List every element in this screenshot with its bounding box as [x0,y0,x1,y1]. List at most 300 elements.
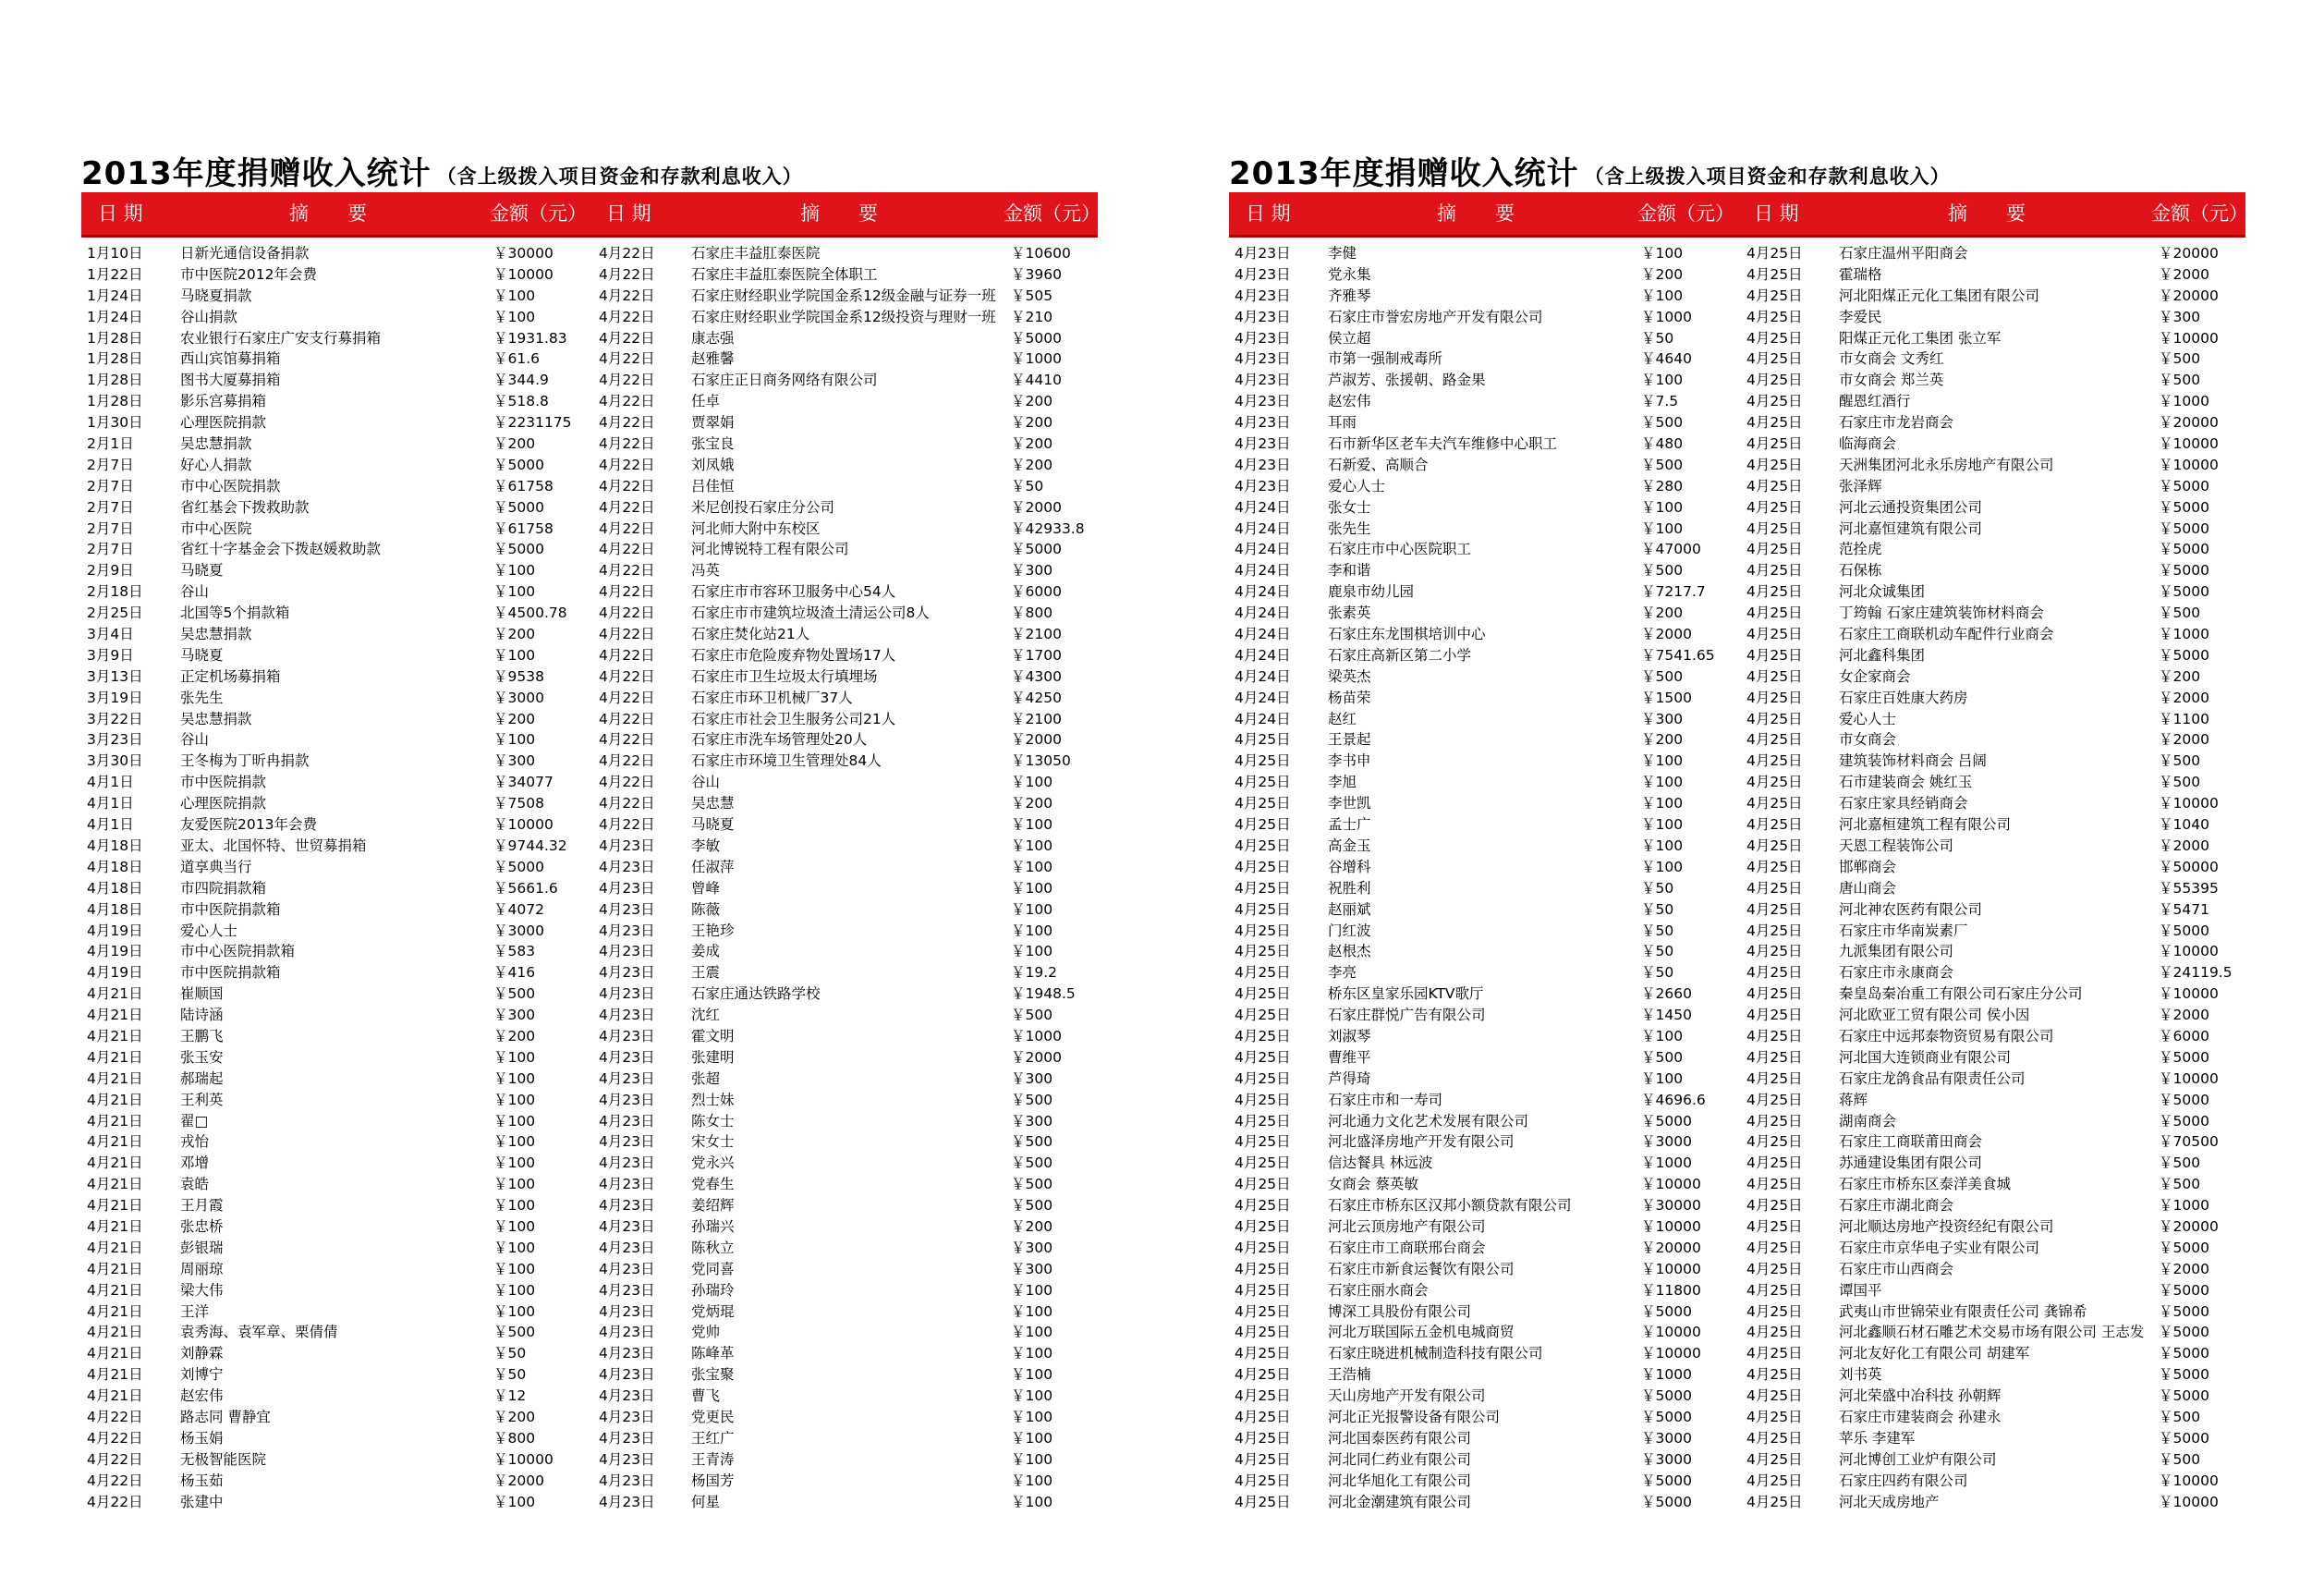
table-row [1229,1492,2245,1513]
date-cell: 4月18日 [87,837,143,854]
date-cell: 4月23日 [599,900,655,918]
summary-cell: 马晓夏捐款 [180,287,252,304]
date-cell: 4月25日 [1746,1091,1803,1108]
summary-cell: 河北阳煤正元化工集团有限公司 [1839,287,2040,304]
summary-cell: 张宝聚 [691,1366,735,1384]
amount-cell: ￥200 [1011,456,1053,473]
amount-cell: ￥100 [1011,1429,1053,1447]
table-row [81,1238,1098,1259]
date-cell: 4月22日 [87,1493,143,1510]
summary-cell: 赵红 [1328,710,1357,727]
table-row [81,836,1098,857]
date-cell: 4月22日 [599,329,655,347]
table-row [1229,348,2245,370]
date-cell: 2月1日 [87,435,134,453]
amount-cell: ￥4300 [1011,667,1062,685]
header-date: 日 期 [1246,202,1291,225]
summary-cell: 高金玉 [1328,837,1371,854]
amount-cell: ￥100 [493,731,536,749]
date-cell: 4月21日 [87,1302,143,1320]
summary-cell: 烈士妹 [691,1091,735,1108]
amount-cell: ￥4696.6 [1641,1091,1706,1108]
amount-cell: ￥2000 [1011,731,1062,749]
amount-cell: ￥300 [1011,1069,1053,1087]
date-cell: 4月22日 [599,562,655,580]
date-cell: 4月21日 [87,1217,143,1235]
amount-cell: ￥100 [1641,774,1684,791]
summary-cell: 党春生 [691,1176,735,1193]
date-cell: 4月23日 [599,1324,655,1341]
summary-cell: 王景起 [1328,731,1371,749]
amount-cell: ￥344.9 [493,372,549,389]
table-row [1229,519,2245,540]
summary-cell: 河北博锐特工程有限公司 [691,541,849,558]
summary-cell: 马晓夏 [180,646,224,664]
summary-cell: 杨玉娟 [180,1429,224,1447]
table-row [81,814,1098,836]
date-cell: 4月23日 [599,858,655,875]
table-row [81,455,1098,476]
table-row [1229,1069,2245,1090]
summary-cell: 河北正光报警设备有限公司 [1328,1408,1501,1425]
amount-cell: ￥2000 [2159,1260,2209,1277]
summary-cell: 吕佳恒 [691,477,735,495]
amount-cell: ￥50 [493,1366,527,1384]
date-cell: 4月23日 [599,1366,655,1384]
table-row [1229,1026,2245,1047]
table-row [1229,899,2245,921]
date-cell: 4月25日 [1746,1472,1803,1489]
summary-cell: 石家庄市桥东区汉邦小额贷款有限公司 [1328,1197,1572,1215]
amount-cell: ￥5000 [2159,1112,2209,1130]
table-row [1229,857,2245,878]
amount-cell: ￥500 [493,1324,536,1341]
amount-cell: ￥200 [493,1408,536,1425]
date-cell: 4月25日 [1235,795,1291,812]
date-cell: 4月22日 [599,795,655,812]
amount-cell: ￥24119.5 [2159,964,2233,982]
amount-cell: ￥100 [1011,922,1053,939]
summary-cell: 爱心人士 [180,922,238,939]
amount-cell: ￥2660 [1641,985,1692,1003]
date-cell: 1月30日 [87,414,143,432]
date-cell: 4月1日 [87,816,134,834]
table-row [1229,1153,2245,1174]
table-row [1229,560,2245,581]
amount-cell: ￥5000 [2159,1387,2209,1405]
table-row [1229,1343,2245,1364]
date-cell: 4月25日 [1235,1281,1291,1299]
amount-cell: ￥3000 [1641,1429,1692,1447]
date-cell: 4月22日 [87,1472,143,1489]
amount-cell: ￥5000 [2159,498,2209,516]
header-date: 日 期 [1754,202,1799,225]
amount-cell: ￥500 [2159,605,2201,622]
date-cell: 3月13日 [87,667,143,685]
date-cell: 4月25日 [1746,731,1803,749]
amount-cell: ￥505 [1011,287,1053,304]
amount-cell: ￥300 [1011,562,1053,580]
amount-cell: ￥10000 [493,265,554,283]
summary-cell: 市四院捐款箱 [180,879,267,897]
date-cell: 4月25日 [1746,435,1803,453]
summary-cell: 河北鑫顺石材石雕艺术交易市场有限公司 王志发 [1839,1324,2145,1341]
date-cell: 4月25日 [1746,816,1803,834]
summary-cell: 祝胜利 [1328,879,1371,897]
date-cell: 4月22日 [599,731,655,749]
summary-cell: 石家庄市华南炭素厂 [1839,922,1968,939]
summary-cell: 建筑装饰材料商会 吕阔 [1839,752,1987,770]
amount-cell: ￥100 [1641,245,1684,262]
amount-cell: ￥200 [1011,435,1053,453]
summary-cell: 九派集团有限公司 [1839,943,1954,960]
date-cell: 4月22日 [599,541,655,558]
table-row [81,1364,1098,1386]
summary-cell: 石家庄市永康商会 [1839,964,1954,982]
amount-cell: ￥300 [1011,1239,1053,1256]
amount-cell: ￥5000 [1641,1472,1692,1489]
summary-cell: 河北嘉桓建筑工程有限公司 [1839,816,2012,834]
amount-cell: ￥100 [1641,816,1684,834]
amount-cell: ￥4500.78 [493,605,567,622]
amount-cell: ￥200 [1641,731,1684,749]
amount-cell: ￥200 [1011,393,1053,410]
amount-cell: ￥100 [1011,1302,1053,1320]
summary-cell: 张泽辉 [1839,477,1882,495]
summary-cell: 丁筠翰 石家庄建筑装饰材料商会 [1839,605,2044,622]
date-cell: 4月25日 [1235,1324,1291,1341]
amount-cell: ￥5000 [2159,646,2209,664]
table-row [81,243,1098,264]
amount-cell: ￥1931.83 [493,329,567,347]
table-row [1229,1005,2245,1026]
summary-cell: 李爱民 [1839,308,1882,325]
table-row [81,666,1098,688]
summary-cell: 宋女士 [691,1133,735,1151]
summary-cell: 正定机场募捐箱 [180,667,281,685]
amount-cell: ￥100 [1641,287,1684,304]
amount-cell: ￥100 [493,1281,536,1299]
summary-cell: 刘书英 [1839,1366,1882,1384]
amount-cell: ￥50 [1641,964,1674,982]
date-cell: 4月25日 [1746,1069,1803,1087]
summary-cell: 石保栋 [1839,562,1882,580]
table-row [81,307,1098,328]
table-row [81,1301,1098,1323]
date-cell: 2月7日 [87,477,134,495]
amount-cell: ￥500 [2159,1154,2201,1172]
summary-cell: 河北金潮建筑有限公司 [1328,1493,1472,1510]
summary-cell: 临海商会 [1839,435,1897,453]
date-cell: 4月22日 [599,774,655,791]
summary-cell: 袁皓 [180,1176,210,1193]
amount-cell: ￥416 [493,964,536,982]
amount-cell: ￥100 [1011,879,1053,897]
amount-cell: ￥5471 [2159,900,2209,918]
amount-cell: ￥500 [1641,1048,1684,1066]
date-cell: 4月25日 [1746,1493,1803,1510]
summary-cell: 河北天成房地产 [1839,1493,1940,1510]
summary-cell: 侯立超 [1328,329,1371,347]
amount-cell: ￥100 [1641,1069,1684,1087]
header-date: 日 期 [98,202,143,225]
summary-cell: 唐山商会 [1839,879,1897,897]
amount-cell: ￥4250 [1011,689,1062,706]
summary-cell: 河北通力文化艺术发展有限公司 [1328,1112,1529,1130]
date-cell: 4月25日 [1746,519,1803,537]
date-cell: 4月22日 [599,350,655,368]
summary-cell: 河北鑫科集团 [1839,646,1926,664]
date-cell: 4月25日 [1746,583,1803,601]
summary-cell: 陈峰革 [691,1345,735,1362]
date-cell: 4月23日 [1235,372,1291,389]
summary-cell: 梁大伟 [180,1281,224,1299]
amount-cell: ￥800 [493,1429,536,1447]
amount-cell: ￥50 [1641,879,1674,897]
amount-cell: ￥100 [1641,752,1684,770]
date-cell: 2月7日 [87,519,134,537]
table-row [81,497,1098,519]
amount-cell: ￥100 [493,1197,536,1215]
summary-cell: 贾翠娟 [691,414,735,432]
date-cell: 4月21日 [87,1260,143,1277]
amount-cell: ￥100 [1011,1493,1053,1510]
table-row [1229,709,2245,730]
amount-cell: ￥10000 [2159,329,2219,347]
date-cell: 4月24日 [1235,626,1291,643]
date-cell: 4月25日 [1235,1176,1291,1193]
amount-cell: ￥5000 [493,858,544,875]
summary-cell: 石市新华区老车夫汽车维修中心职工 [1328,435,1558,453]
summary-cell: 孙瑞兴 [691,1217,735,1235]
date-cell: 4月25日 [1746,752,1803,770]
date-cell: 4月21日 [87,1048,143,1066]
amount-cell: ￥500 [2159,1176,2201,1193]
table-row [1229,983,2245,1005]
date-cell: 4月25日 [1746,1429,1803,1447]
summary-cell: 戎怡 [180,1133,210,1151]
amount-cell: ￥7217.7 [1641,583,1706,601]
amount-cell: ￥10000 [2159,795,2219,812]
summary-cell: 曾峰 [691,879,721,897]
date-cell: 4月25日 [1235,943,1291,960]
summary-cell: 石家庄市湖北商会 [1839,1197,1954,1215]
summary-cell: 李健 [1328,245,1357,262]
date-cell: 4月23日 [1235,435,1291,453]
table-row [81,1343,1098,1364]
table-row [81,1026,1098,1047]
date-cell: 4月21日 [87,1154,143,1172]
amount-cell: ￥100 [493,1112,536,1130]
table-row [1229,1449,2245,1471]
summary-cell: 石家庄工商联莆田商会 [1839,1133,1983,1151]
date-cell: 4月25日 [1235,1154,1291,1172]
date-cell: 4月21日 [87,1366,143,1384]
amount-cell: ￥100 [493,1048,536,1066]
date-cell: 4月24日 [1235,562,1291,580]
table-row [1229,814,2245,836]
summary-cell: 石家庄中远邦泰物资贸易有限公司 [1839,1027,2054,1044]
summary-cell: 石家庄四药有限公司 [1839,1472,1968,1489]
date-cell: 4月23日 [599,1302,655,1320]
amount-cell: ￥5000 [2159,1429,2209,1447]
summary-cell: 石家庄市京华电子实业有限公司 [1839,1239,2040,1256]
table-row [81,1449,1098,1471]
table-row [81,328,1098,349]
amount-cell: ￥200 [2159,667,2201,685]
amount-cell: ￥100 [1011,1345,1053,1362]
amount-cell: ￥50 [493,1345,527,1362]
summary-cell: 湖南商会 [1839,1112,1897,1130]
date-cell: 4月21日 [87,1345,143,1362]
date-cell: 4月19日 [87,922,143,939]
table-row [81,348,1098,370]
amount-cell: ￥30000 [1641,1197,1701,1215]
summary-cell: 任卓 [691,393,721,410]
date-cell: 2月7日 [87,456,134,473]
amount-cell: ￥4640 [1641,350,1692,368]
amount-cell: ￥800 [1011,605,1053,622]
amount-cell: ￥100 [1641,1027,1684,1044]
summary-cell: 姜成 [691,943,721,960]
amount-cell: ￥300 [493,752,536,770]
date-cell: 4月25日 [1235,964,1291,982]
date-cell: 4月25日 [1746,456,1803,473]
summary-cell: 张建中 [180,1493,224,1510]
date-cell: 4月25日 [1746,964,1803,982]
table-row [1229,1407,2245,1428]
table-row [81,412,1098,434]
summary-cell: 河北盛泽房地产开发有限公司 [1328,1133,1515,1151]
amount-cell: ￥100 [493,1260,536,1277]
summary-cell: 市中医院捐款 [180,774,267,791]
date-cell: 4月25日 [1235,922,1291,939]
date-cell: 4月25日 [1746,393,1803,410]
amount-cell: ￥10000 [493,1450,554,1468]
summary-cell: 石家庄通达铁路学校 [691,985,821,1003]
amount-cell: ￥500 [2159,372,2201,389]
amount-cell: ￥200 [1641,265,1684,283]
summary-cell: 陈薇 [691,900,721,918]
date-cell: 4月25日 [1235,1197,1291,1215]
date-cell: 4月25日 [1235,816,1291,834]
table-header [81,192,1101,238]
table-row [81,1322,1098,1343]
date-cell: 4月22日 [599,477,655,495]
summary-cell: 河北国大连锁商业有限公司 [1839,1048,2012,1066]
table-row [1229,793,2245,814]
date-cell: 4月18日 [87,879,143,897]
table-row [1229,1174,2245,1195]
summary-cell: 党同喜 [691,1260,735,1277]
date-cell: 4月24日 [1235,646,1291,664]
summary-cell: 天山房地产开发有限公司 [1328,1387,1486,1405]
date-cell: 3月23日 [87,731,143,749]
date-cell: 4月23日 [599,1450,655,1468]
amount-cell: ￥5000 [1011,329,1062,347]
date-cell: 4月23日 [1235,393,1291,410]
summary-cell: 市女商会 文秀红 [1839,350,1944,368]
amount-cell: ￥518.8 [493,393,549,410]
summary-cell: 石家庄高新区第二小学 [1328,646,1472,664]
summary-cell: 赵根杰 [1328,943,1371,960]
summary-cell: 友爱医院2013年会费 [180,816,317,834]
amount-cell: ￥5000 [493,541,544,558]
date-cell: 4月25日 [1746,667,1803,685]
date-cell: 4月23日 [1235,245,1291,262]
summary-cell: 石家庄丰益肛泰医院 [691,245,821,262]
date-cell: 4月25日 [1235,731,1291,749]
table-row [81,1428,1098,1449]
amount-cell: ￥2000 [2159,265,2209,283]
date-cell: 4月21日 [87,1197,143,1215]
summary-cell: 天恩工程装饰公司 [1839,837,1954,854]
amount-cell: ￥1000 [1641,1154,1692,1172]
summary-cell: 省红基会下拨救助款 [180,498,310,516]
amount-cell: ￥10000 [2159,435,2219,453]
amount-cell: ￥5000 [2159,583,2209,601]
date-cell: 4月25日 [1746,985,1803,1003]
amount-cell: ￥5000 [1011,541,1062,558]
amount-cell: ￥10600 [1011,245,1071,262]
amount-cell: ￥100 [1011,1324,1053,1341]
amount-cell: ￥1000 [2159,393,2209,410]
date-cell: 1月10日 [87,245,143,262]
amount-cell: ￥3960 [1011,265,1062,283]
date-cell: 4月25日 [1235,1048,1291,1066]
summary-cell: 石家庄正日商务网络有限公司 [691,372,878,389]
summary-cell: 石家庄市桥东区泰洋美食城 [1839,1176,2012,1193]
date-cell: 4月22日 [599,308,655,325]
date-cell: 4月1日 [87,774,134,791]
date-cell: 4月23日 [599,1133,655,1151]
date-cell: 4月23日 [599,922,655,939]
table-header [1229,192,2248,238]
table-row [1229,1471,2245,1492]
amount-cell: ￥583 [493,943,536,960]
amount-cell: ￥13050 [1011,752,1071,770]
summary-cell: 陆诗涵 [180,1007,224,1024]
amount-cell: ￥10000 [1641,1217,1701,1235]
summary-cell: 曹飞 [691,1387,721,1405]
header-date: 日 期 [606,202,651,225]
page-subtitle: （含上级拨入项目资金和存款利息收入） [1584,165,1951,188]
summary-cell: 河北神农医药有限公司 [1839,900,1983,918]
summary-cell: 赵宏伟 [180,1387,224,1405]
summary-cell: 市女商会 [1839,731,1897,749]
summary-cell: 王浩楠 [1328,1366,1371,1384]
summary-cell: 石家庄东龙围棋培训中心 [1328,626,1486,643]
date-cell: 4月25日 [1746,900,1803,918]
summary-cell: 王洋 [180,1302,210,1320]
table-row [1229,307,2245,328]
amount-cell: ￥500 [1641,667,1684,685]
amount-cell: ￥100 [493,1239,536,1256]
table-row [1229,1280,2245,1301]
summary-cell: 苏通建设集团有限公司 [1839,1154,1983,1172]
amount-cell: ￥30000 [493,245,554,262]
date-cell: 4月25日 [1235,900,1291,918]
amount-cell: ￥100 [1011,1281,1053,1299]
date-cell: 4月1日 [87,795,134,812]
header-amount: 金额（元） [2151,202,2248,225]
summary-cell: 桥东区皇家乐园KTV歌厅 [1328,985,1484,1003]
summary-cell: 吴忠慧 [691,795,735,812]
amount-cell: ￥10000 [2159,1472,2219,1489]
amount-cell: ￥500 [1011,1176,1053,1193]
summary-cell: 张建明 [691,1048,735,1066]
amount-cell: ￥2231175 [493,414,572,432]
